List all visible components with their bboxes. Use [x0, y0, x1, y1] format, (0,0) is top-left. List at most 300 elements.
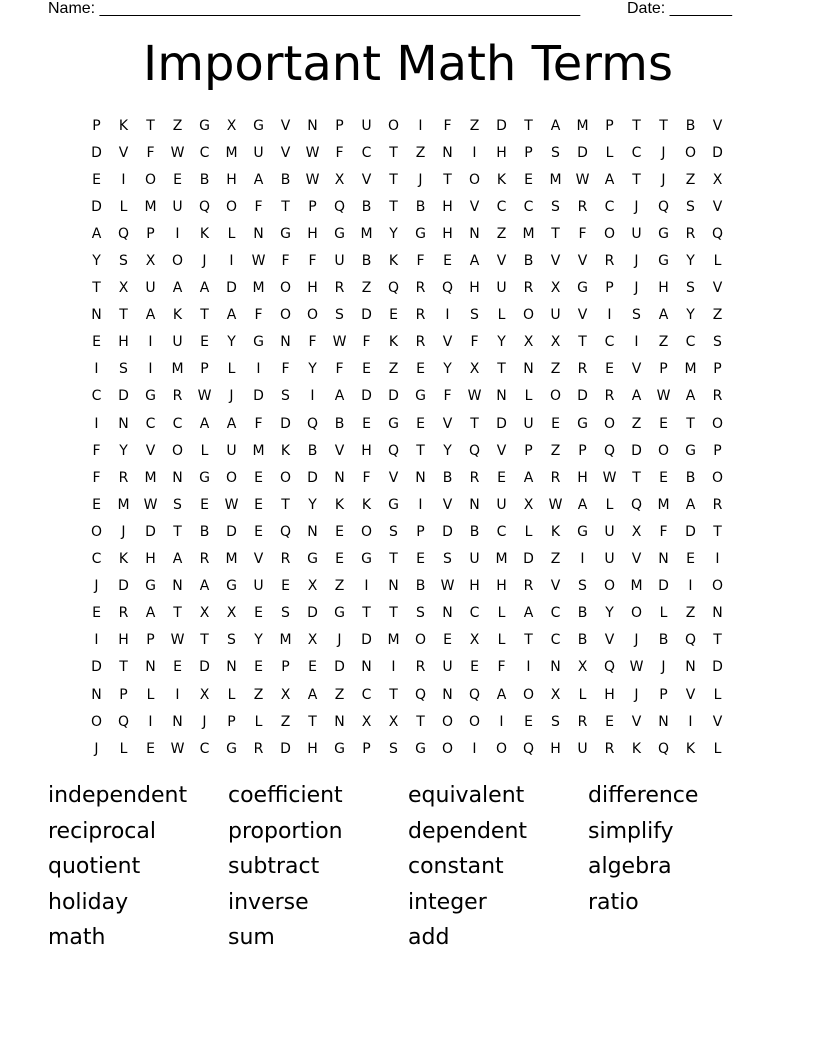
- grid-letter: H: [307, 225, 318, 242]
- grid-letter: J: [337, 632, 342, 649]
- grid-letter: Z: [550, 361, 561, 378]
- word-bank-item: proportion: [228, 818, 343, 844]
- grid-letter: C: [604, 198, 615, 215]
- grid-letter: C: [91, 551, 102, 568]
- grid-letter: R: [604, 740, 615, 757]
- grid-row: [83, 708, 731, 735]
- grid-letter: J: [661, 659, 666, 676]
- grid-letter: E: [659, 469, 668, 486]
- grid-letter: W: [305, 171, 320, 188]
- grid-letter: S: [281, 388, 290, 405]
- grid-letter: I: [256, 361, 261, 378]
- grid-letter: V: [712, 198, 723, 215]
- grid-letter: A: [253, 171, 264, 188]
- grid-letter: D: [361, 632, 372, 649]
- grid-letter: T: [470, 415, 479, 432]
- grid-letter: B: [523, 253, 534, 270]
- grid-letter: V: [280, 117, 291, 134]
- grid-letter: G: [415, 740, 426, 757]
- grid-letter: L: [254, 713, 263, 730]
- grid-letter: Y: [605, 605, 614, 622]
- grid-letter: X: [523, 496, 534, 513]
- grid-letter: U: [496, 280, 507, 297]
- grid-letter: R: [577, 361, 588, 378]
- grid-letter: F: [254, 307, 263, 324]
- grid-letter: F: [281, 253, 290, 270]
- grid-letter: Q: [198, 198, 211, 215]
- grid-letter: Y: [227, 334, 236, 351]
- grid-letter: J: [661, 171, 666, 188]
- grid-letter: X: [469, 632, 480, 649]
- grid-letter: M: [684, 361, 697, 378]
- grid-letter: I: [148, 713, 153, 730]
- grid-letter: Z: [334, 686, 345, 703]
- grid-letter: N: [91, 307, 102, 324]
- grid-letter: Y: [686, 253, 695, 270]
- grid-letter: G: [415, 225, 426, 242]
- grid-letter: O: [225, 198, 238, 215]
- grid-letter: I: [175, 225, 180, 242]
- grid-letter: V: [712, 280, 723, 297]
- grid-row: [83, 166, 731, 193]
- grid-letter: X: [469, 361, 480, 378]
- grid-letter: I: [364, 578, 369, 595]
- grid-letter: E: [605, 713, 614, 730]
- grid-letter: D: [280, 740, 291, 757]
- grid-letter: W: [602, 469, 617, 486]
- word-bank-item: add: [408, 925, 450, 950]
- grid-letter: A: [685, 496, 696, 513]
- grid-letter: C: [631, 144, 642, 161]
- grid-letter: P: [362, 740, 371, 757]
- grid-letter: Q: [468, 686, 481, 703]
- grid-letter: P: [659, 361, 668, 378]
- grid-letter: X: [361, 713, 372, 730]
- grid-letter: P: [713, 361, 722, 378]
- grid-letter: J: [634, 632, 639, 649]
- grid-letter: U: [604, 523, 615, 540]
- grid-letter: W: [629, 659, 644, 676]
- grid-letter: T: [686, 415, 695, 432]
- grid-letter: R: [685, 225, 696, 242]
- grid-letter: A: [523, 605, 534, 622]
- grid-letter: F: [92, 442, 101, 459]
- grid-letter: P: [146, 225, 155, 242]
- grid-row: [83, 491, 731, 518]
- grid-letter: S: [578, 578, 587, 595]
- grid-letter: J: [634, 686, 639, 703]
- grid-letter: E: [92, 605, 101, 622]
- grid-letter: D: [307, 469, 318, 486]
- word-bank-item: quotient: [48, 854, 141, 879]
- name-field: Name: ______________________________________________________: [48, 0, 581, 17]
- grid-letter: D: [442, 523, 453, 540]
- grid-letter: D: [361, 307, 372, 324]
- grid-letter: T: [659, 117, 668, 134]
- grid-letter: O: [360, 523, 373, 540]
- grid-letter: P: [659, 686, 668, 703]
- grid-letter: I: [607, 307, 612, 324]
- grid-letter: Y: [497, 334, 506, 351]
- grid-letter: N: [172, 469, 183, 486]
- grid-letter: N: [685, 659, 696, 676]
- grid-letter: D: [712, 144, 723, 161]
- grid-letter: A: [226, 307, 237, 324]
- grid-letter: X: [631, 523, 642, 540]
- header-line: [48, 0, 732, 18]
- grid-letter: D: [280, 415, 291, 432]
- grid-letter: W: [170, 632, 185, 649]
- grid-letter: K: [388, 334, 399, 351]
- grid-letter: F: [281, 361, 290, 378]
- grid-letter: T: [632, 117, 641, 134]
- grid-letter: G: [577, 280, 588, 297]
- grid-letter: O: [522, 307, 535, 324]
- grid-letter: N: [658, 551, 669, 568]
- grid-letter: Z: [685, 605, 696, 622]
- grid-letter: R: [334, 280, 345, 297]
- grid-letter: A: [226, 415, 237, 432]
- grid-letter: H: [658, 280, 669, 297]
- grid-letter: H: [145, 551, 156, 568]
- grid-letter: G: [253, 334, 264, 351]
- grid-letter: A: [523, 469, 534, 486]
- grid-letter: S: [281, 605, 290, 622]
- grid-letter: M: [630, 578, 643, 595]
- grid-letter: L: [200, 442, 209, 459]
- word-bank-column: [408, 780, 588, 958]
- grid-letter: V: [550, 578, 561, 595]
- grid-letter: A: [172, 280, 183, 297]
- grid-letter: T: [632, 469, 641, 486]
- grid-letter: G: [307, 551, 318, 568]
- grid-row: [83, 139, 731, 166]
- grid-letter: M: [495, 551, 508, 568]
- grid-letter: K: [172, 307, 183, 324]
- grid-letter: G: [658, 253, 669, 270]
- grid-letter: E: [551, 415, 560, 432]
- grid-letter: G: [334, 740, 345, 757]
- grid-row: [83, 437, 731, 464]
- grid-letter: P: [578, 442, 587, 459]
- grid-row: [83, 383, 731, 410]
- grid-letter: V: [631, 361, 642, 378]
- word-bank-item: subtract: [228, 854, 320, 879]
- grid-letter: L: [119, 198, 128, 215]
- grid-letter: Y: [389, 225, 398, 242]
- date-field: Date: _______: [627, 0, 732, 17]
- word-bank-item: math: [48, 925, 106, 950]
- grid-letter: R: [469, 469, 480, 486]
- grid-letter: Q: [684, 632, 697, 649]
- word-bank-item: algebra: [588, 854, 672, 879]
- grid-letter: N: [226, 659, 237, 676]
- grid-letter: T: [389, 686, 398, 703]
- grid-row: [83, 464, 731, 491]
- grid-letter: D: [712, 659, 723, 676]
- grid-letter: H: [442, 225, 453, 242]
- grid-letter: L: [524, 523, 533, 540]
- word-bank-item: difference: [588, 783, 699, 808]
- grid-letter: V: [280, 144, 291, 161]
- grid-letter: E: [443, 253, 452, 270]
- grid-letter: O: [441, 713, 454, 730]
- grid-letter: G: [199, 117, 210, 134]
- grid-letter: L: [146, 686, 155, 703]
- grid-letter: I: [472, 144, 477, 161]
- grid-letter: N: [469, 496, 480, 513]
- grid-letter: T: [308, 713, 317, 730]
- grid-letter: I: [418, 496, 423, 513]
- grid-letter: E: [200, 496, 209, 513]
- grid-letter: V: [388, 469, 399, 486]
- grid-letter: A: [658, 307, 669, 324]
- grid-letter: C: [91, 388, 102, 405]
- grid-letter: Y: [443, 361, 452, 378]
- grid-letter: U: [334, 253, 345, 270]
- grid-letter: L: [605, 144, 614, 161]
- grid-letter: X: [145, 253, 156, 270]
- grid-letter: V: [334, 442, 345, 459]
- grid-letter: G: [685, 442, 696, 459]
- grid-letter: I: [148, 361, 153, 378]
- grid-letter: D: [253, 388, 264, 405]
- grid-letter: T: [389, 144, 398, 161]
- grid-letter: O: [414, 632, 427, 649]
- word-bank-item: independent: [48, 783, 188, 808]
- grid-letter: S: [119, 253, 128, 270]
- grid-letter: E: [308, 659, 317, 676]
- grid-letter: S: [686, 280, 695, 297]
- grid-letter: W: [332, 334, 347, 351]
- grid-letter: S: [551, 144, 560, 161]
- grid-letter: N: [523, 361, 534, 378]
- grid-letter: V: [145, 442, 156, 459]
- grid-letter: V: [469, 198, 480, 215]
- grid-letter: G: [388, 415, 399, 432]
- grid-letter: D: [91, 659, 102, 676]
- grid-letter: M: [279, 632, 292, 649]
- grid-letter: Z: [253, 686, 264, 703]
- grid-letter: D: [496, 415, 507, 432]
- grid-letter: S: [335, 307, 344, 324]
- grid-letter: G: [280, 225, 291, 242]
- grid-letter: R: [577, 198, 588, 215]
- grid-letter: E: [146, 740, 155, 757]
- word-bank-item: dependent: [408, 818, 528, 844]
- grid-letter: O: [279, 280, 292, 297]
- grid-row: [83, 275, 731, 302]
- grid-letter: B: [415, 578, 426, 595]
- grid-letter: I: [445, 307, 450, 324]
- grid-letter: O: [603, 578, 616, 595]
- grid-letter: J: [634, 280, 639, 297]
- grid-letter: N: [658, 713, 669, 730]
- grid-letter: D: [307, 605, 318, 622]
- grid-letter: O: [522, 686, 535, 703]
- grid-letter: Q: [117, 713, 130, 730]
- grid-letter: Z: [469, 117, 480, 134]
- grid-letter: C: [550, 632, 561, 649]
- grid-letter: M: [522, 225, 535, 242]
- grid-letter: X: [334, 171, 345, 188]
- grid-letter: H: [469, 280, 480, 297]
- grid-letter: H: [577, 469, 588, 486]
- grid-letter: A: [577, 496, 588, 513]
- grid-letter: B: [334, 415, 345, 432]
- grid-letter: T: [524, 632, 533, 649]
- grid-letter: O: [306, 307, 319, 324]
- grid-letter: Q: [441, 280, 454, 297]
- grid-letter: L: [524, 388, 533, 405]
- grid-letter: U: [604, 551, 615, 568]
- grid-letter: G: [334, 225, 345, 242]
- grid-letter: H: [550, 740, 561, 757]
- grid-letter: T: [713, 523, 722, 540]
- grid-letter: I: [229, 253, 234, 270]
- grid-letter: R: [523, 578, 534, 595]
- grid-letter: M: [252, 442, 265, 459]
- grid-letter: X: [388, 713, 399, 730]
- grid-letter: G: [658, 225, 669, 242]
- grid-letter: K: [334, 496, 345, 513]
- grid-letter: J: [634, 198, 639, 215]
- grid-letter: G: [145, 578, 156, 595]
- grid-letter: B: [361, 253, 372, 270]
- grid-letter: I: [148, 334, 153, 351]
- grid-letter: O: [684, 144, 697, 161]
- grid-letter: A: [685, 388, 696, 405]
- grid-letter: G: [388, 496, 399, 513]
- word-bank-column: [48, 780, 228, 958]
- grid-letter: F: [308, 253, 317, 270]
- grid-letter: O: [171, 253, 184, 270]
- word-bank-column: [588, 780, 768, 958]
- grid-letter: P: [605, 280, 614, 297]
- grid-letter: J: [94, 740, 99, 757]
- grid-row: [83, 681, 731, 708]
- grid-letter: X: [577, 659, 588, 676]
- grid-letter: F: [470, 334, 479, 351]
- grid-letter: F: [254, 415, 263, 432]
- grid-letter: S: [551, 198, 560, 215]
- grid-letter: C: [199, 144, 210, 161]
- grid-row: [83, 600, 731, 627]
- grid-letter: I: [94, 415, 99, 432]
- grid-letter: V: [550, 253, 561, 270]
- grid-letter: S: [632, 307, 641, 324]
- grid-letter: B: [685, 469, 696, 486]
- grid-letter: K: [388, 253, 399, 270]
- grid-letter: W: [251, 253, 266, 270]
- grid-letter: C: [496, 523, 507, 540]
- grid-letter: R: [712, 388, 723, 405]
- grid-letter: U: [172, 198, 183, 215]
- grid-letter: L: [578, 686, 587, 703]
- grid-letter: E: [173, 659, 182, 676]
- grid-letter: E: [92, 171, 101, 188]
- grid-letter: Q: [603, 659, 616, 676]
- grid-letter: B: [280, 171, 291, 188]
- grid-letter: F: [308, 334, 317, 351]
- grid-letter: Q: [414, 686, 427, 703]
- grid-letter: R: [415, 334, 426, 351]
- grid-letter: N: [550, 659, 561, 676]
- grid-letter: D: [226, 523, 237, 540]
- grid-letter: P: [524, 442, 533, 459]
- grid-letter: X: [307, 632, 318, 649]
- grid-letter: U: [442, 659, 453, 676]
- grid-letter: W: [170, 740, 185, 757]
- grid-letter: O: [90, 523, 103, 540]
- grid-letter: E: [416, 361, 425, 378]
- grid-letter: A: [145, 605, 156, 622]
- grid-letter: G: [415, 388, 426, 405]
- grid-letter: A: [307, 686, 318, 703]
- grid-letter: F: [659, 523, 668, 540]
- grid-letter: T: [281, 496, 290, 513]
- grid-letter: B: [415, 198, 426, 215]
- grid-letter: U: [226, 442, 237, 459]
- grid-letter: N: [91, 686, 102, 703]
- grid-letter: V: [685, 686, 696, 703]
- grid-letter: O: [279, 307, 292, 324]
- grid-letter: J: [661, 144, 666, 161]
- grid-letter: Q: [387, 442, 400, 459]
- grid-letter: Z: [334, 578, 345, 595]
- grid-letter: W: [305, 144, 320, 161]
- grid-letter: A: [604, 171, 615, 188]
- grid-letter: G: [253, 117, 264, 134]
- grid-letter: F: [335, 144, 344, 161]
- grid-letter: R: [523, 280, 534, 297]
- grid-letter: K: [199, 225, 210, 242]
- grid-letter: S: [551, 713, 560, 730]
- grid-letter: A: [469, 253, 480, 270]
- grid-letter: K: [685, 740, 696, 757]
- grid-letter: C: [199, 740, 210, 757]
- grid-letter: S: [686, 198, 695, 215]
- grid-letter: F: [335, 361, 344, 378]
- grid-letter: X: [712, 171, 723, 188]
- grid-letter: X: [226, 117, 237, 134]
- grid-letter: X: [118, 280, 129, 297]
- grid-letter: U: [523, 415, 534, 432]
- grid-letter: A: [631, 388, 642, 405]
- grid-letter: O: [441, 740, 454, 757]
- grid-letter: N: [496, 388, 507, 405]
- grid-letter: E: [686, 551, 695, 568]
- grid-letter: W: [656, 388, 671, 405]
- grid-letter: H: [496, 144, 507, 161]
- grid-letter: U: [253, 578, 264, 595]
- grid-letter: H: [118, 632, 129, 649]
- word-bank-item: inverse: [228, 889, 309, 915]
- grid-letter: D: [91, 144, 102, 161]
- grid-letter: J: [121, 523, 126, 540]
- grid-letter: L: [605, 496, 614, 513]
- grid-letter: E: [605, 361, 614, 378]
- grid-letter: T: [551, 225, 560, 242]
- grid-letter: X: [550, 686, 561, 703]
- grid-letter: S: [119, 361, 128, 378]
- grid-letter: R: [118, 605, 129, 622]
- grid-letter: E: [362, 415, 371, 432]
- grid-letter: L: [227, 225, 236, 242]
- grid-letter: A: [550, 117, 561, 134]
- grid-letter: N: [307, 117, 318, 134]
- grid-letter: M: [144, 469, 157, 486]
